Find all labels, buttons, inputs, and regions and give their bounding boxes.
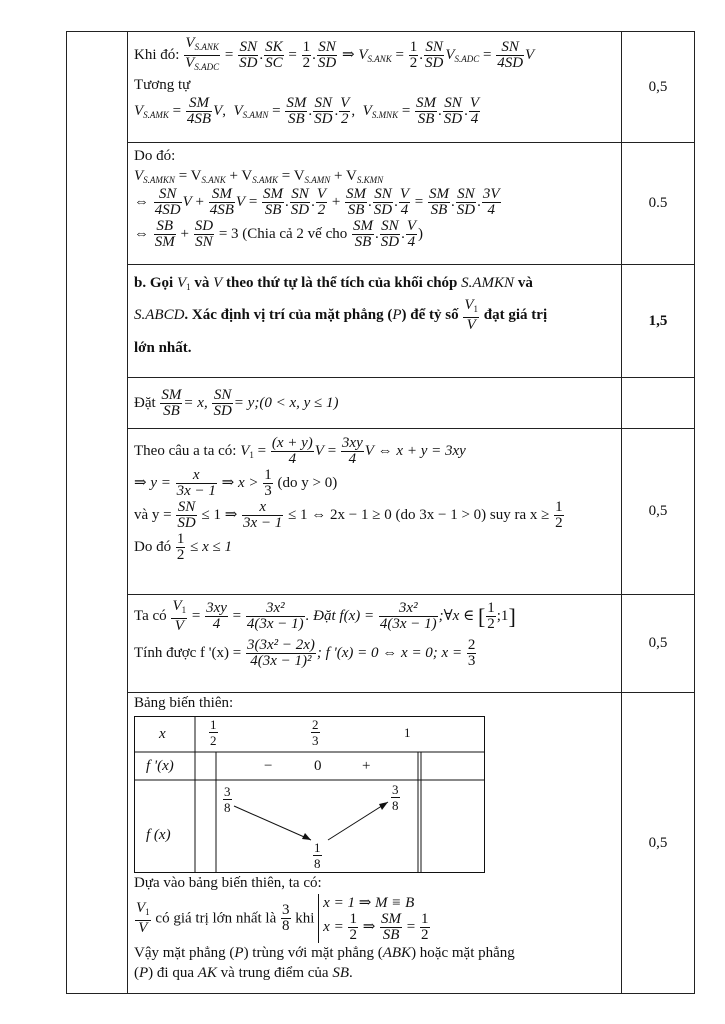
decreasing-arrow-line (234, 806, 311, 840)
formula-line-4: ⇔ $\frac{SN}{4SD}$ V + $\frac{SM}{4SB}$ V = $\frac{SM}{SB}$ . $\frac{SN}{SD}$ . $\frac{V}{2}$ + $\frac{SM}{SB}$ . $\frac{SN}{SD}$ . $\frac{V}{4}$ = $\frac{SM}{SB}$ . $\frac{SN}{SD}$ . $\frac{3V}{4}$ (134, 186, 500, 218)
score-row-5: 0,5 (622, 429, 695, 595)
formula-line-5: ⇔ $\frac{SB}{SM}$ + $\frac{SD}{SN}$ = 3 (Chia cả 2 vế cho $\frac{SM}{SB}$ . $\frac{SN}{SD}$ . $\frac{V}{4}$ ) (134, 218, 424, 250)
case-bracket: x = 1 ⇒ M ≡ B x = $\frac{1}{2}$ ⇒ $\frac{SM}{SB}$ = $\frac{1}{2}$ (318, 894, 430, 944)
score-row-3: 1,5 (622, 265, 695, 378)
formula-line-11: Tính được f '(x) = $\frac{\text{3(3x² − 2x)}}{\text{4(3x − 1)²}}$ ; f '(x) = 0 ⇔ x = 0; x = $\frac{2}{3}$ (134, 637, 476, 669)
score-row-7: 0,5 (622, 693, 695, 994)
row-1 (67, 32, 695, 143)
vt-f-label: f (x) (146, 826, 171, 843)
label-tuong-tu: Tương tự (134, 77, 191, 93)
formula-line-3: $V_{S.AMKN} = V_{S.ANK} + V_{S.AMK} = V_{S.AMN} + V_{S.KMN}$ (134, 167, 384, 185)
vt-f-right-value: 3 8 (392, 781, 399, 813)
row-1-content (128, 32, 622, 143)
vt-x-half: 1 2 (210, 716, 217, 748)
row-2 (67, 143, 695, 265)
formula-line-9: Do đó $\frac{1}{2}$ ≤ x ≤ 1 (134, 531, 232, 563)
label-khi-do: Khi đó: (134, 46, 180, 63)
increasing-arrow-line (328, 802, 388, 840)
conclusion-line-1: Vậy mặt phẳng (P) trùng với mặt phẳng (ABK) hoặc mặt phẳng (134, 945, 515, 962)
row-7 (67, 693, 695, 994)
formula-line-10: Ta có $\frac{V_1}{V}$ = $\frac{3xy}{4}$ = $\frac{\text{3x²}}{4(3x - 1)}$ . Đặt f(x) = $\frac{\text{3x²}}{4(3x - 1)}$ ;∀x ∈ [ $\frac{1}{2}$ ;1] (134, 598, 516, 634)
row-6-content (128, 595, 622, 693)
row-7-content (128, 693, 622, 994)
formula-line-6: Theo câu a ta có: $V_1$ = $\frac{(x + y)}{4}$ V = $\frac{3xy}{4}$ V ⇔ x + y = 3xy (134, 435, 466, 467)
vt-x-two-thirds: 2 3 (312, 716, 319, 748)
vt-fprime-label: f '(x) (146, 757, 174, 774)
left-margin-cell (67, 32, 128, 994)
formula-line-2: $V_{S.AMK}$ = $\frac{SM}{4SB}$ V, $V_{S.AMN}$ = $\frac{SM}{SB}$ . $\frac{SN}{SD}$ . $\frac{V}{2}$ , $V_{S.MNK}$ = $\frac{SM}{SB}$ . $\frac{SN}{SD}$ . $\frac{V}{4}$ (134, 94, 480, 127)
vt-x-label: x (159, 725, 166, 742)
label-bang-bien-thien: Bảng biến thiên: (134, 695, 234, 711)
row-6 (67, 595, 695, 693)
variation-table (134, 716, 485, 873)
vt-sign-zero: 0 (314, 757, 322, 774)
formula-line-7: ⇒ y = $\frac{x}{3x - 1}$ ⇒ x > $\frac{1}{3}$ (do y > 0) (134, 467, 338, 499)
formula-line-1: Khi đó: $V_{S.ANK}$ $V_{S.ADC}$ = $\frac{SN}{SD}$ . $\frac{SK}{SC}$ = $\frac{1}{2}$ . $\frac{SN}{SD}$ ⇒ $V_{S.ANK}$ = $\frac{1}{2}$ . $\frac{SN}{SD}$ $V_{S.ADC}$ = $\frac{SN}{4SD}$ V (134, 35, 535, 72)
row-5-content (128, 429, 622, 595)
score-row-4 (622, 378, 695, 429)
vt-x-one: 1 (404, 724, 411, 740)
variation-table-grid (134, 716, 485, 873)
row-4-content: Đặt $\frac{SM}{SB}$ = x, $\frac{SN}{SD}$ = y;(0 < x, y ≤ 1) (128, 378, 622, 429)
row-4 (67, 378, 695, 429)
vt-f-min-value: 1 8 (314, 839, 321, 871)
decreasing-arrow-head (302, 833, 311, 840)
score-row-1: 0,5 (622, 32, 695, 143)
score-row-2: 0.5 (622, 143, 695, 265)
vt-sign-plus: + (362, 757, 371, 774)
label-do-do: Do đó: (134, 148, 176, 164)
row-3 (67, 265, 695, 378)
formula-line-8: và y = $\frac{SN}{SD}$ ≤ 1 ⇒ $\frac{x}{3x - 1}$ ≤ 1 ⇔ 2x − 1 ≥ 0 (do 3x − 1 > 0) suy ra x ≥ $\frac{1}{2}$ (134, 499, 563, 531)
conclusion-line-2: (P) đi qua AK và trung điểm của SB. (134, 965, 353, 981)
solution-table (66, 31, 695, 994)
formula-line-12: $\frac{V_1}{V}$ có giá trị lớn nhất là $\frac{3}{8}$ khi x = 1 ⇒ M ≡ B x = $\frac{1}{2}$ ⇒ $\frac{SM}{SB}$ = $\frac{1}{2}$ (136, 894, 429, 944)
vt-f-left-value: 3 8 (224, 783, 231, 815)
row-2-content (128, 143, 622, 265)
label-dua-vao: Dựa vào bảng biến thiên, ta có: (134, 874, 322, 891)
increasing-arrow-head (379, 802, 388, 810)
row-5 (67, 429, 695, 595)
problem-b-statement: b. Gọi $V_1$ và V theo thứ tự là thể tích của khối chóp S.AMKN và S.ABCD. Xác định vị trí của mặt phẳng (P) để tỷ số $\frac{V_1}{V}$ đạt giá trị lớn nhất. (128, 265, 622, 378)
score-row-6: 0,5 (622, 595, 695, 693)
vt-sign-minus: − (264, 757, 273, 774)
